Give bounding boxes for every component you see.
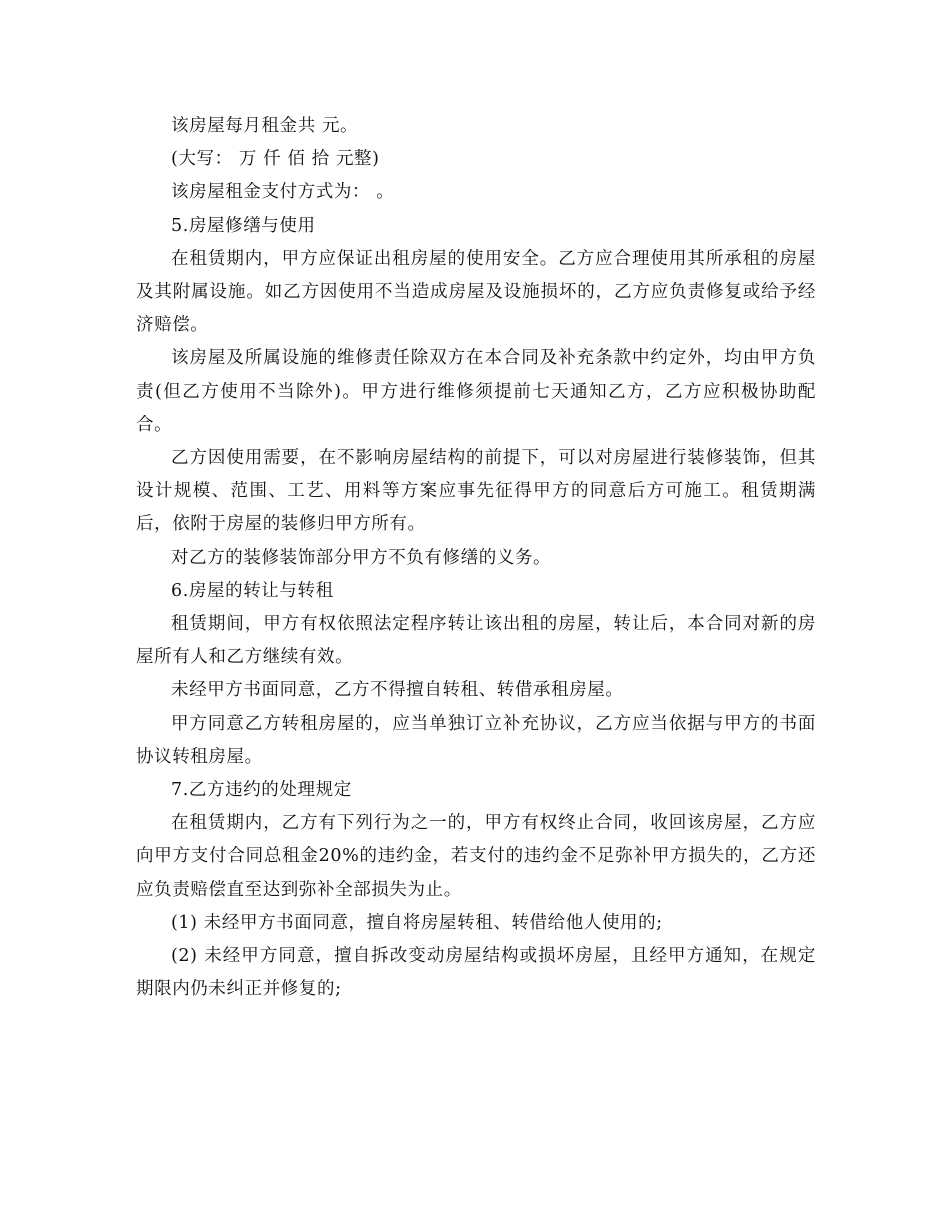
section-6-paragraph-1: 租赁期间，甲方有权依照法定程序转让该出租的房屋，转让后，本合同对新的房屋所有人和乙方继续有效。: [136, 614, 816, 668]
section-7-heading: 7.乙方违约的处理规定: [171, 780, 352, 801]
section-6-paragraph-2: 未经甲方书面同意，乙方不得擅自转租、转借承租房屋。: [171, 680, 624, 701]
rent-amount-uppercase-line: (大写： 万 仟 佰 拾 元整): [171, 149, 380, 170]
section-5-paragraph-3: 乙方因使用需要，在不影响房屋结构的前提下，可以对房屋进行装修装饰，但其设计规模、范围、工艺、用料等方案应事先征得甲方的同意后方可施工。租赁期满后，依附于房屋的装修归甲方所有。: [136, 448, 816, 535]
section-7-item-2: (2) 未经甲方同意，擅自拆改变动房屋结构或损坏房屋，且经甲方通知，在规定期限内仍未纠正并修复的;: [136, 946, 816, 1000]
section-5-heading: 5.房屋修缮与使用: [171, 215, 316, 236]
rent-payment-method-line: 该房屋租金支付方式为： 。: [171, 182, 395, 203]
section-5-paragraph-1: 在租赁期内，甲方应保证出租房屋的使用安全。乙方应合理使用其所承租的房屋及其附属设施。如乙方因使用不当造成房屋及设施损坏的，乙方应负责修复或给予经济赔偿。: [136, 248, 816, 336]
section-5-paragraph-4: 对乙方的装修装饰部分甲方不负有修缮的义务。: [171, 547, 552, 568]
document-body: [136, 110, 816, 1006]
section-6-paragraph-3: 甲方同意乙方转租房屋的，应当单独订立补充协议，乙方应当依据与甲方的书面协议转租房屋。: [136, 713, 816, 767]
section-5-paragraph-2: 该房屋及所属设施的维修责任除双方在本合同及补充条款中约定外，均由甲方负责(但乙方使用不当除外)。甲方进行维修须提前七天通知乙方，乙方应积极协助配合。: [136, 348, 816, 435]
section-6-heading: 6.房屋的转让与转租: [171, 580, 334, 601]
section-7-paragraph-1: 在租赁期内，乙方有下列行为之一的，甲方有权终止合同，收回该房屋，乙方应向甲方支付合同总租金20%的违约金，若支付的违约金不足弥补甲方损失的，乙方还应负责赔偿直至达到弥补全部损失为止。: [136, 813, 816, 900]
section-7-item-1: (1) 未经甲方书面同意，擅自将房屋转租、转借给他人使用的;: [171, 912, 663, 933]
rent-amount-line: 该房屋每月租金共 元。: [171, 116, 359, 136]
